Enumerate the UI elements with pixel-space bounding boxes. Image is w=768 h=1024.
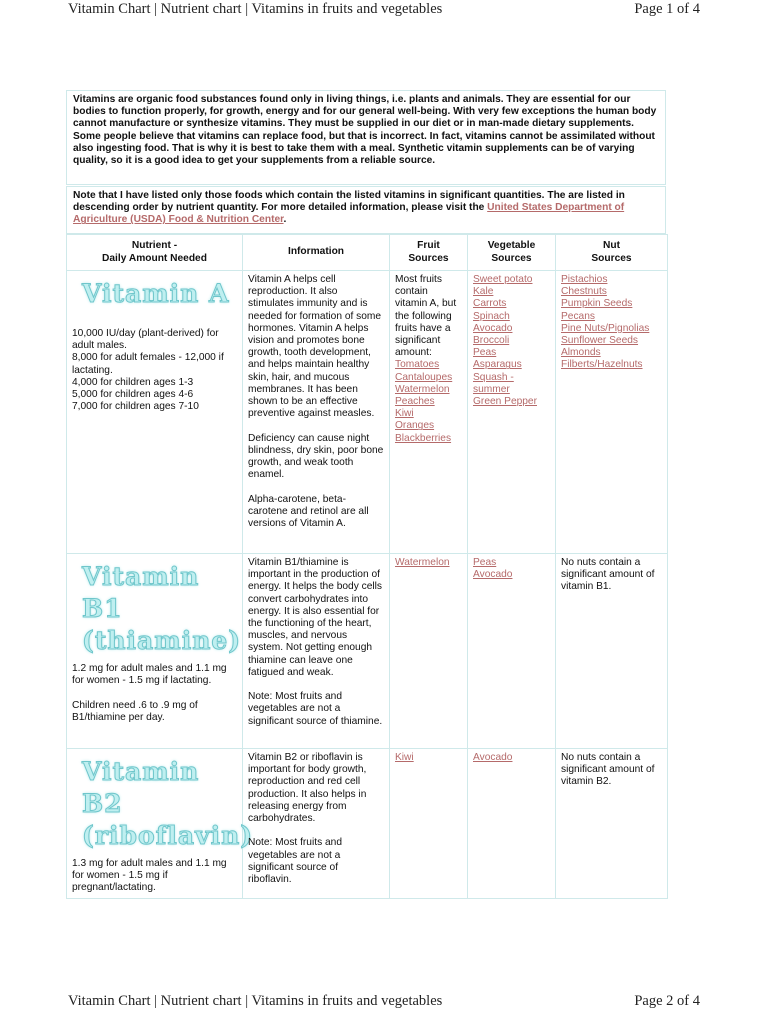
table-row (67, 554, 668, 749)
nutrient-cell (67, 749, 254, 899)
fruit-link-kiwi[interactable]: Kiwi (395, 408, 414, 420)
vegetable-link-squash-summer[interactable]: Squash - summer (473, 371, 514, 395)
daily-amount-text: 1.3 mg for adult males and 1.1 mg for women - 1.5 mg if pregnant/lactating. (72, 858, 227, 894)
vegetable-sources-cell (468, 749, 556, 899)
nut-link-almonds[interactable]: Almonds (561, 347, 601, 359)
vegetable-link-avocado[interactable]: Avocado (473, 322, 513, 334)
page-footer-number: Page 2 of 4 (634, 993, 700, 1009)
vegetable-link-asparagus[interactable]: Asparagus (473, 359, 522, 371)
information-text: Vitamin A helps cell reproduction. It also stimulates immunity and is needed for formation of some hormones. Vitamin A helps vision and promotes bone growth, tooth development, and helps maintain healthy skin, hair, and mucous membranes. It has been shown to be an effective preventive against measles. (248, 274, 382, 420)
header-fruit: Fruit Sources (390, 235, 468, 271)
nutrient-cell (67, 271, 243, 554)
vegetable-link-avocado[interactable]: Avocado (473, 752, 513, 763)
fruit-link-cantaloupes[interactable]: Cantaloupes (395, 371, 453, 383)
nut-sources-cell (556, 271, 668, 554)
page-break-whitespace (60, 904, 680, 964)
vegetable-link-broccoli[interactable]: Broccoli (473, 335, 510, 347)
vegetable-sources-cell (468, 271, 556, 554)
vegetable-link-avocado[interactable]: Avocado (473, 569, 513, 581)
note-text: Note that I have listed only those foods which contain the listed vitamins in significant quantities. The are listed in descending order by nutrient quantity. For more detailed information, please visit the (73, 190, 625, 214)
fruit-link-watermelon[interactable]: Watermelon (395, 557, 450, 568)
fruit-sources-cell (390, 271, 468, 554)
table-row (67, 271, 668, 554)
information-cell (243, 554, 390, 749)
fruit-sources-cell (390, 749, 468, 899)
nut-link-pumpkin-seeds[interactable]: Pumpkin Seeds (561, 298, 633, 310)
fruit-link-watermelon[interactable]: Watermelon (395, 383, 450, 395)
fruit-link-tomatoes[interactable]: Tomatoes (395, 359, 440, 371)
daily-amount-text: 1.2 mg for adult males and 1.1 mg for women - 1.5 mg if lactating. (72, 663, 227, 687)
header-information: Information (243, 235, 390, 271)
vitamin-title: Vitamin B1 (thiamine) (82, 562, 242, 655)
page-footer-title: Vitamin Chart | Nutrient chart | Vitamins in fruits and vegetables (68, 993, 443, 1009)
nut-link-pecans[interactable]: Pecans (561, 310, 595, 322)
nut-sources-cell (556, 554, 668, 749)
vegetable-link-peas[interactable]: Peas (473, 557, 497, 568)
fruit-sources-cell (390, 554, 468, 749)
information-cell (243, 749, 390, 899)
nut-note-text: No nuts contain a significant amount of vitamin B1. (561, 557, 655, 593)
daily-amount-text: 10,000 IU/day (plant-derived) for adult males. 8,000 for adult females - 12,000 if lactating. 4,000 for children ages 1-3 5,000 for children ages 4-6 7,000 for children ages 7-10 (72, 328, 224, 413)
note-end: . (283, 214, 287, 226)
nutrient-cell (67, 554, 243, 749)
information-text: Vitamin B1/thiamine is important in the production of energy. It helps the body cells convert carbohydrates into energy. It is also essential for the functioning of the heart, muscles, and nervous system. Not getting enough thiamine can leave one fatigued and weak. (248, 557, 383, 678)
nut-note-text: No nuts contain a significant amount of vitamin B2. (561, 752, 655, 788)
header-nutrient: Nutrient - Daily Amount Needed (67, 235, 243, 271)
vegetable-link-spinach[interactable]: Spinach (473, 310, 510, 322)
intro-paragraph: Vitamins are organic food substances found only in living things, i.e. plants and animals. They are essential for our bodies to function properly, for growth, energy and for our general well-being. With very few exceptions the human body cannot manufacture or synthesize vitamins. They must be supplied in our diet or in man-made dietary supplements. Some people believe that vitamins can replace food, but that is incorrect. In fact, vitamins cannot be assimilated without also ingesting food. That is why it is best to take them with a meal. Synthetic vitamin supplements can be of varying quality, so it is a good idea to get your supplements from a reliable source. (66, 90, 666, 185)
information-text: Note: Most fruits and vegetables are not a significant source of thiamine. (248, 691, 383, 727)
information-cell (243, 271, 390, 554)
information-text: Vitamin B2 or riboflavin is important for body growth, reproduction and red cell production. It also helps in releasing energy from carbohydrates. (248, 752, 367, 825)
vitamin-title: Vitamin B2 (riboflavin) (82, 757, 254, 850)
vitamin-title: Vitamin A (82, 279, 230, 308)
vitamin-table (66, 234, 668, 899)
fruit-link-kiwi[interactable]: Kiwi (395, 752, 414, 763)
page-header-number: Page 1 of 4 (634, 1, 700, 17)
vegetable-sources-cell (468, 554, 556, 749)
nut-link-pine-nuts-pignolias[interactable]: Pine Nuts/Pignolias (561, 322, 650, 334)
information-text: Deficiency can cause night blindness, dry skin, poor bone growth, and weak tooth enamel. (248, 432, 384, 481)
fruit-link-blackberries[interactable]: Blackberries (395, 432, 452, 444)
table-row (67, 749, 668, 899)
table-header-row (67, 235, 668, 271)
vegetable-link-carrots[interactable]: Carrots (473, 298, 507, 310)
usda-link[interactable]: United States Department of Agriculture (USDA) Food & Nutrition Center (73, 202, 625, 226)
nut-sources-cell (556, 749, 668, 899)
daily-amount-text: Children need .6 to .9 mg of B1/thiamine per day. (72, 699, 198, 723)
nut-link-pistachios[interactable]: Pistachios (561, 274, 608, 285)
fruit-intro-text: Most fruits contain vitamin A, but the following fruits have a significant amount: (395, 274, 457, 359)
nut-link-sunflower-seeds[interactable]: Sunflower Seeds (561, 335, 639, 347)
information-text: Alpha-carotene, beta-carotene and retinol are all versions of Vitamin A. (248, 493, 369, 530)
fruit-link-oranges[interactable]: Oranges (395, 420, 435, 432)
vegetable-link-sweet-potato[interactable]: Sweet potato (473, 274, 533, 285)
nut-link-filberts-hazelnuts[interactable]: Filberts/Hazelnuts (561, 359, 643, 371)
fruit-link-peaches[interactable]: Peaches (395, 396, 435, 408)
vegetable-link-kale[interactable]: Kale (473, 286, 494, 298)
note-paragraph (66, 186, 666, 234)
vegetable-link-peas[interactable]: Peas (473, 347, 497, 359)
header-nut: Nut Sources (556, 235, 668, 271)
header-vegetable: Vegetable Sources (468, 235, 556, 271)
nut-link-chestnuts[interactable]: Chestnuts (561, 286, 607, 298)
vegetable-link-green-pepper[interactable]: Green Pepper (473, 396, 537, 408)
page-header-title: Vitamin Chart | Nutrient chart | Vitamins in fruits and vegetables (68, 1, 443, 17)
information-text: Note: Most fruits and vegetables are not a significant source of riboflavin. (248, 837, 342, 886)
